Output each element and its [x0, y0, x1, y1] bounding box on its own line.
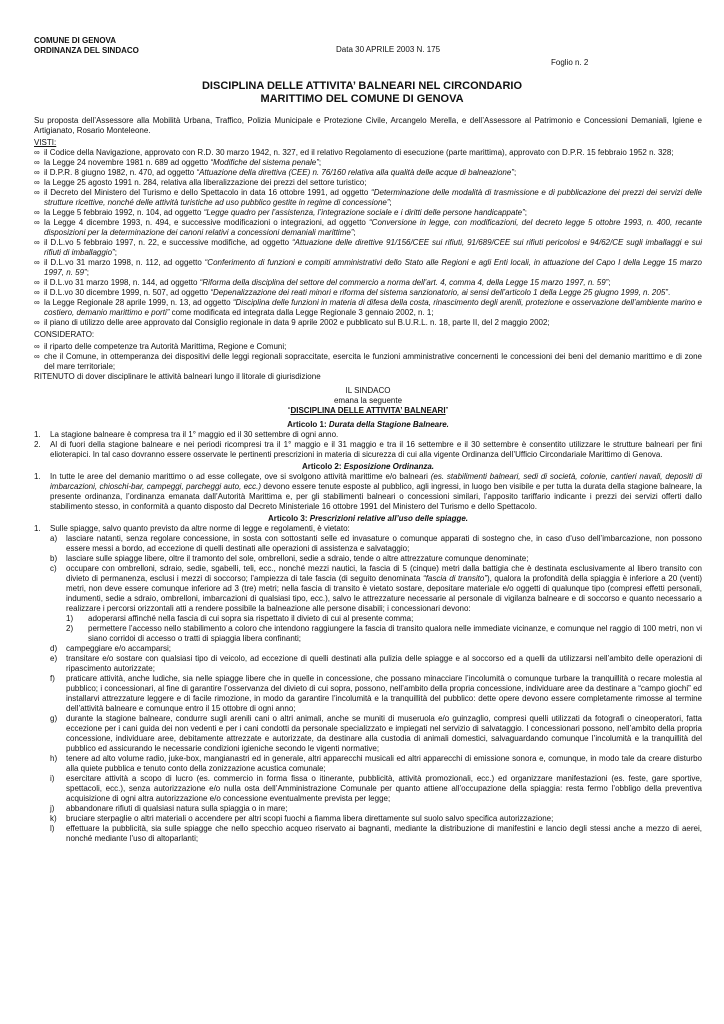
article-3-subitem-h: h) tenere ad alto volume radio, juke-box, mangianastri ed in generale, altri apparecchi musicali ed altri apparecchi di emissione sonora e, comunque, in modo tale da creare disturbo alla quiete pubblica e tenuto conto della zonizzazione acustica comunale; — [50, 754, 702, 773]
list-item: ∞ il D.L.vo 30 dicembre 1999, n. 507, ad oggetto “Depenalizzazione dei reati minori e riforma del sistema sanzionatorio, ai sensi dell’articolo 1 della Legge 25 giugno 1999, n. 205”. — [34, 288, 671, 297]
list-item: ∞ il D.L.vo 5 febbraio 1997, n. 22, e successive modifiche, ad oggetto “Attuazione delle direttive 91/156/CEE sui rifiuti, 91/689/CEE sui rifiuti pericolosi e 94/62/CE sugli imballaggi e sui rifiuti di imballaggio”; — [34, 238, 702, 257]
infinity-bullet-icon: ∞ — [34, 318, 40, 327]
article-3-subitem-g: g) durante la stagione balneare, condurre sugli arenili cani o altri animali, anche se muniti di museruola e/o guinzaglio, compresi quelli utilizzati da fotografi o cineoperatori, fatta eccezione per i cani guida dei non vedenti e per i cani condotti da personale specializzato e impiegati nel servizio di salvataggio. I concessionari possono, nell’ambito della propria concessione, individuare aree, debitamente attrezzate e autorizzate, da destinare alla custodia di animali domestici, salvaguardando comunque l’incolumità e la tranquillità del pubblico ed assicurando le necessarie condizioni igieniche secondo le vigenti normative; — [50, 714, 702, 753]
infinity-bullet-icon: ∞ — [34, 258, 40, 267]
list-item: ∞ la Legge Regionale 28 aprile 1999, n. 13, ad oggetto “Disciplina delle funzioni in materia di difesa della costa, rinascimento degli arenili, protezione e osservazione dell’ambiente marino e costiero, demanio marittimo e porti” come modificata ed integrata dalla Legge Regionale 3 gennaio 2002, n. 1; — [34, 298, 702, 317]
article-1-item: 2. Al di fuori della stagione balneare e nei periodi ricompresi tra il 1° maggio e il 31 maggio e tra il 16 settembre e il 30 settembre è consentito utilizzare le strutture balneari per fini elioterapici. In tal caso dovranno essere osservate le pertinenti prescrizioni in materia di sicurezza di cui alla vigente Ordinanza dell’Ufficio Circondariale Marittimo di Genova. — [34, 440, 702, 459]
list-item: ∞ la Legge 5 febbraio 1992, n. 104, ad oggetto “Legge quadro per l’assistenza, l’integrazione sociale e i diritti delle persone handicappate”; — [34, 208, 528, 217]
infinity-bullet-icon: ∞ — [34, 178, 40, 187]
document-date: Data 30 APRILE 2003 N. 175 — [336, 45, 441, 54]
article-1-item: 1. La stagione balneare è compresa tra il 1° maggio ed il 30 settembre di ogni anno. — [34, 430, 339, 439]
article-3-subitem-a: a) lasciare natanti, senza regolare concessione, in sosta con sottostanti selle ed invasature o comunque apparati di sostegno che, in caso d’uso dell’imbarcazione, non possono essere messi a bordo, ad eccezione di quelli destinati alle operazioni di assistenza e salvataggio; — [50, 534, 702, 553]
sindaco-line: IL SINDACO — [345, 386, 391, 395]
infinity-bullet-icon: ∞ — [34, 158, 40, 167]
infinity-bullet-icon: ∞ — [34, 298, 40, 307]
list-item: ∞ la Legge 4 dicembre 1993, n. 494, e successive modificazioni o integrazioni, ad oggetto “Conversione in legge, con modificazioni, del decreto legge 5 ottobre 1993, n. 400, recante disposizioni per la determinazione dei canoni relativi a concessioni demaniali marittime”; — [34, 218, 703, 237]
infinity-bullet-icon: ∞ — [34, 288, 40, 297]
page-number: Foglio n. 2 — [551, 58, 589, 67]
document-header — [34, 36, 139, 55]
article-3-subitem-b: b) lasciare sulle spiagge libere, oltre il tramonto del sole, ombrelloni, sedie a sdraio, tende o altre attrezzature comunque denominate; — [50, 554, 529, 563]
article-3-subitem-c1: 1) adoperarsi affinché nella fascia di cui sopra sia rispettato il divieto di cui al presente comma; — [66, 614, 414, 623]
infinity-bullet-icon: ∞ — [34, 168, 40, 177]
list-item: ∞ il piano di utilizzo delle aree approvato dal Consiglio regionale in data 9 aprile 2002 e pubblicato sul B.U.R.L. n. 18, parte II, del 2 maggio 2002; — [34, 318, 550, 327]
title-line-1: DISCIPLINA DELLE ATTIVITA’ BALNEARI NEL CIRCONDARIO — [201, 80, 523, 92]
intro-paragraph: Su proposta dell’Assessore alla Mobilità Urbana, Traffico, Polizia Municipale e Protezione Civile, Arcangelo Merella, e dell’Assessore al Patrimonio e Concessioni Demaniali, Igiene e Artigianato, Rosario Monteleone. — [34, 116, 702, 135]
infinity-bullet-icon: ∞ — [34, 208, 40, 217]
list-item: ∞ il D.L.vo 31 marzo 1998, n. 144, ad oggetto “Riforma della disciplina del settore del commercio a norma dell’art. 4, comma 4, della Legge 15 marzo 1997, n. 59”; — [34, 278, 611, 287]
article-2-item: 1. In tutte le aree del demanio marittimo o ad esse collegate, ove si svolgono attività marittime e/o balneari (es. stabilimenti balneari, sedi di società, colonie, cantieri navali, depositi di imbarcazioni, chioschi-bar, campeggi, parcheggi auto, ecc.) devono essere tenute esposte al pubblico, agli ingressi, in luogo ben visibile e per tutta la durata della stagione balneare, la presente ordinanza, l’ordinanza emanata dall’Autorità Marittima e, per gli stabilimenti balneari o concessioni similari, l’apposito tariffario indicante i prezzi dei servizi offerti dallo stabilimento stesso, in conformità a quanto disposto dal Decreto Ministeriale 16 ottobre 1991 del Ministero del Turismo e dello Spettacolo. — [34, 472, 703, 511]
article-3-subitem-i: i) esercitare attività a scopo di lucro (es. commercio in forma fissa o itinerante, pubblicità, attività promozionali, ecc.) ed organizzare manifestazioni (es. feste, gare sportive, spettacoli, ecc.), senza autorizzazione e/o nulla osta dell’Amministrazione Comunale per quanto attiene all’occupazione della spiaggia: resta fermo l’obbligo della preventiva acquisizione di ogni altra autorizzazione e/o concessione eventualmente prevista per legge; — [50, 774, 702, 803]
considerato-heading: CONSIDERATO: — [34, 330, 95, 339]
header-ordinanza: ORDINANZA DEL SINDACO — [34, 45, 139, 55]
article-3-subitem-d: d) campeggiare e/o accamparsi; — [50, 644, 171, 653]
list-item: ∞ la Legge 25 agosto 1991 n. 284, relativa alla liberalizzazione dei prezzi del settore turistico; — [34, 178, 367, 187]
list-item: ∞ il Codice della Navigazione, approvato con R.D. 30 marzo 1942, n. 327, ed il relativo Regolamento di esecuzione (parte marittima), approvato con D.P.R. 15 febbraio 1952 n. 328; — [34, 148, 674, 157]
list-item: ∞ la Legge 24 novembre 1981 n. 689 ad oggetto “Modifiche del sistema penale”; — [34, 158, 322, 167]
article-3-item: 1. Sulle spiagge, salvo quanto previsto da altre norme di legge e regolamenti, è vietato: — [34, 524, 350, 533]
article-1-heading: Articolo 1: Durata della Stagione Balneare. — [287, 420, 449, 429]
considerato-list — [34, 342, 702, 372]
article-2-heading: Articolo 2: Esposizione Ordinanza. — [301, 462, 435, 471]
document-title — [0, 80, 724, 105]
article-3-subitem-f: f) praticare attività, anche ludiche, sia nelle spiagge libere che in quelle in concessione, che possano minacciare l’incolumità o comunque turbare la tranquillità o recare molestia al pubblico; i concessionari, al fine di garantire l’osservanza del divieto di cui sopra, possono, nell’ambito della propria concessione, individuare aree da destinare a “campo giochi” ed installarvi attrezzature leggere e di facile rimozione, in modo da garantire l’incolumità e la tranquillità del pubblico: dette opere devono essere completamente rimosse al termine dell’attività balneare e comunque entro il 15 ottobre di ogni anno; — [50, 674, 702, 713]
visti-heading: VISTI: — [34, 138, 57, 147]
list-item: ∞ che il Comune, in ottemperanza dei dispositivi delle leggi regionali sopraccitate, esercita le funzioni amministrative concernenti le concessioni dei beni del demanio marittimo e di zone del mare territoriale; — [34, 352, 702, 371]
article-3-subitem-c: c) occupare con ombrelloni, sdraio, sedie, sgabelli, teli, ecc., nonché mezzi nautici, la fascia di 5 (cinque) metri dalla battigia che è destinata esclusivamente al libero transito con divieto di permanenza, esclusi i mezzi di soccorso; l’ampiezza di tale fascia (di seguito denominata “fascia di transito”), qualora la profondità della spiaggia è inferiore a 20 (venti) metri, non deve essere comunque inferiore ad 3 (tre) metri; nella fascia di transito è vietato sostare, depositare materiale e/o oggetti di qualunque tipo (compresi effetti personali, indumenti, sedie a sdraio, ombrelloni, imbarcazioni di qualsiasi tipo, ecc.), salvo le attrezzature necessarie al personale di vigilanza balneare e di soccorso e quanto necessario a realizzare i percorsi orizzontali atti a rendere possibile la balneazione alle persone disabili; i concessionari devono: — [50, 564, 703, 613]
emana-line: emana la seguente — [333, 396, 403, 405]
article-3-subitem-c2: 2) permettere l’accesso nello stabilimento a coloro che intendono raggiungere la fascia di transito qualora nelle immediate vicinanze, e comunque nel raggio di 100 metri, non vi siano corridoi di accesso o tratti di spiaggia libera confinanti; — [66, 624, 702, 643]
infinity-bullet-icon: ∞ — [34, 352, 40, 361]
header-comune: COMUNE DI GENOVA — [34, 36, 117, 45]
article-3-subitem-j: j) abbandonare rifiuti di qualsiasi natura sulla spiaggia o in mare; — [50, 804, 288, 813]
article-3-heading: Articolo 3: Prescrizioni relative all’uso delle spiagge. — [267, 514, 469, 523]
article-3-subitem-k: k) bruciare sterpaglie o altri materiali o accendere per altri scopi fuochi a fiamma libera direttamente sul suolo salvo specifica autorizzazione; — [50, 814, 554, 823]
infinity-bullet-icon: ∞ — [34, 148, 40, 157]
document-body — [34, 116, 702, 844]
list-item: ∞ il riparto delle competenze tra Autorità Marittima, Regione e Comuni; — [34, 342, 287, 351]
list-item: ∞ il Decreto del Ministero del Turismo e dello Spettacolo in data 16 ottobre 1991, ad oggetto “Determinazione delle modalità di trasmissione e di pubblicazione dei prezzi dei servizi delle strutture ricettive, nonché delle attività turistiche ad uso pubblico gestite in regime di concessione”; — [34, 188, 703, 207]
infinity-bullet-icon: ∞ — [34, 238, 40, 247]
infinity-bullet-icon: ∞ — [34, 342, 40, 351]
infinity-bullet-icon: ∞ — [34, 278, 40, 287]
discipline-title: “DISCIPLINA DELLE ATTIVITA’ BALNEARI” — [287, 406, 449, 415]
title-line-2: MARITTIMO DEL COMUNE DI GENOVA — [260, 92, 464, 105]
infinity-bullet-icon: ∞ — [34, 188, 40, 197]
infinity-bullet-icon: ∞ — [34, 218, 40, 227]
article-3-subitem-l: l) effettuare la pubblicità, sia sulle spiagge che nello specchio acqueo riservato ai bagnanti, mediante la distribuzione di manifestini e lancio degli stessi anche a mezzo di aerei, nonché mediante l’uso di altoparlanti; — [50, 824, 702, 843]
visti-list — [34, 148, 702, 328]
list-item: ∞ il D.P.R. 8 giugno 1982, n. 470, ad oggetto “Attuazione della direttiva (CEE) n. 76/160 relativa alla qualità delle acque di balneazione”; — [34, 168, 517, 177]
ritenuto-paragraph: RITENUTO di dover disciplinare le attività balneari lungo il litorale di giurisdizione — [34, 372, 321, 381]
article-3-subitem-e: e) transitare e/o sostare con qualsiasi tipo di veicolo, ad eccezione di quelli destinati alla pulizia delle spiagge e al soccorso ed a quelli da utilizzarsi nell’ambito delle operazioni di ripascimento autorizzate; — [50, 654, 702, 673]
list-item: ∞ il D.L.vo 31 marzo 1998, n. 112, ad oggetto “Conferimento di funzioni e compiti amministrativi dello Stato alle Regioni e agli Enti locali, in attuazione del Capo I della Legge 15 marzo 1997, n. 59”; — [34, 258, 703, 277]
